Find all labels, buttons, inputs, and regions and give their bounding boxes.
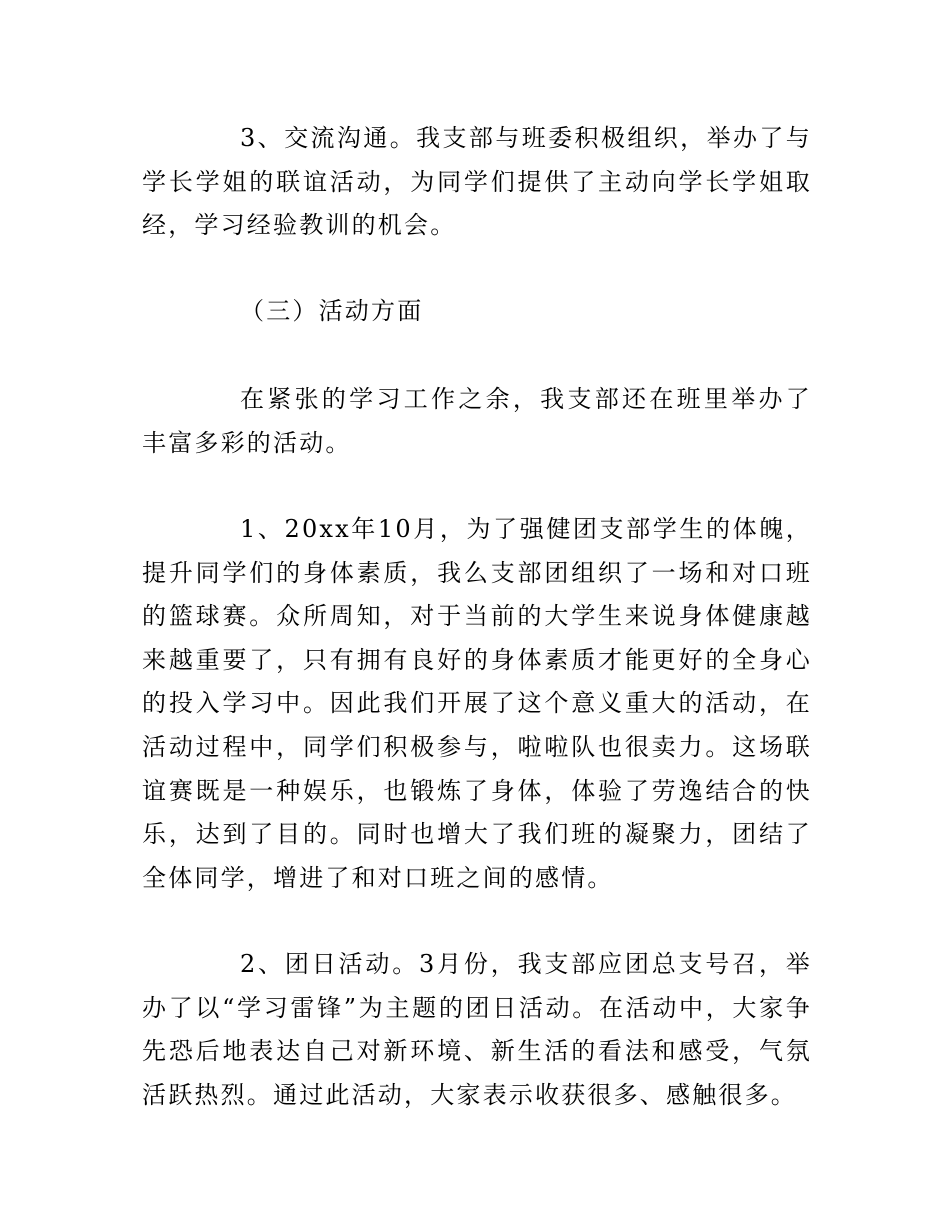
paragraph-activities-intro: 在紧张的学习工作之余，我支部还在班里举办了丰富多彩的活动。 [142,385,812,457]
section-heading-activities: （三）活动方面 [240,297,424,325]
paragraph-basketball: 1、20xx年10月，为了强健团支部学生的体魄，提升同学们的身体素质，我么支部团组织了一场和对口班的篮球赛。众所周知，对于当前的大学生来说身体健康越来越重要了，只有拥有良好的身体素质才能更好的全身心的投入学习中。因此我们开展了这个意义重大的活动，在活动过程中，同学们积极参与，啦啦队也很卖力。这场联谊赛既是一种娱乐，也锻炼了身体，体验了劳逸结合的快乐，达到了目的。同时也增大了我们班的凝聚力，团结了全体同学，增进了和对口班之间的感情。 [142,515,812,892]
paragraph-league-day: 2、团日活动。3月份，我支部应团总支号召，举办了以“学习雷锋”为主题的团日活动。在活动中，大家争先恐后地表达自己对新环境、新生活的看法和感受，气氛活跃热烈。通过此活动，大家表示收获很多、感触很多。 [142,950,812,1109]
paragraph-exchange: 3、交流沟通。我支部与班委积极组织，举办了与学长学姐的联谊活动，为同学们提供了主动向学长学姐取经，学习经验教训的机会。 [142,124,812,240]
